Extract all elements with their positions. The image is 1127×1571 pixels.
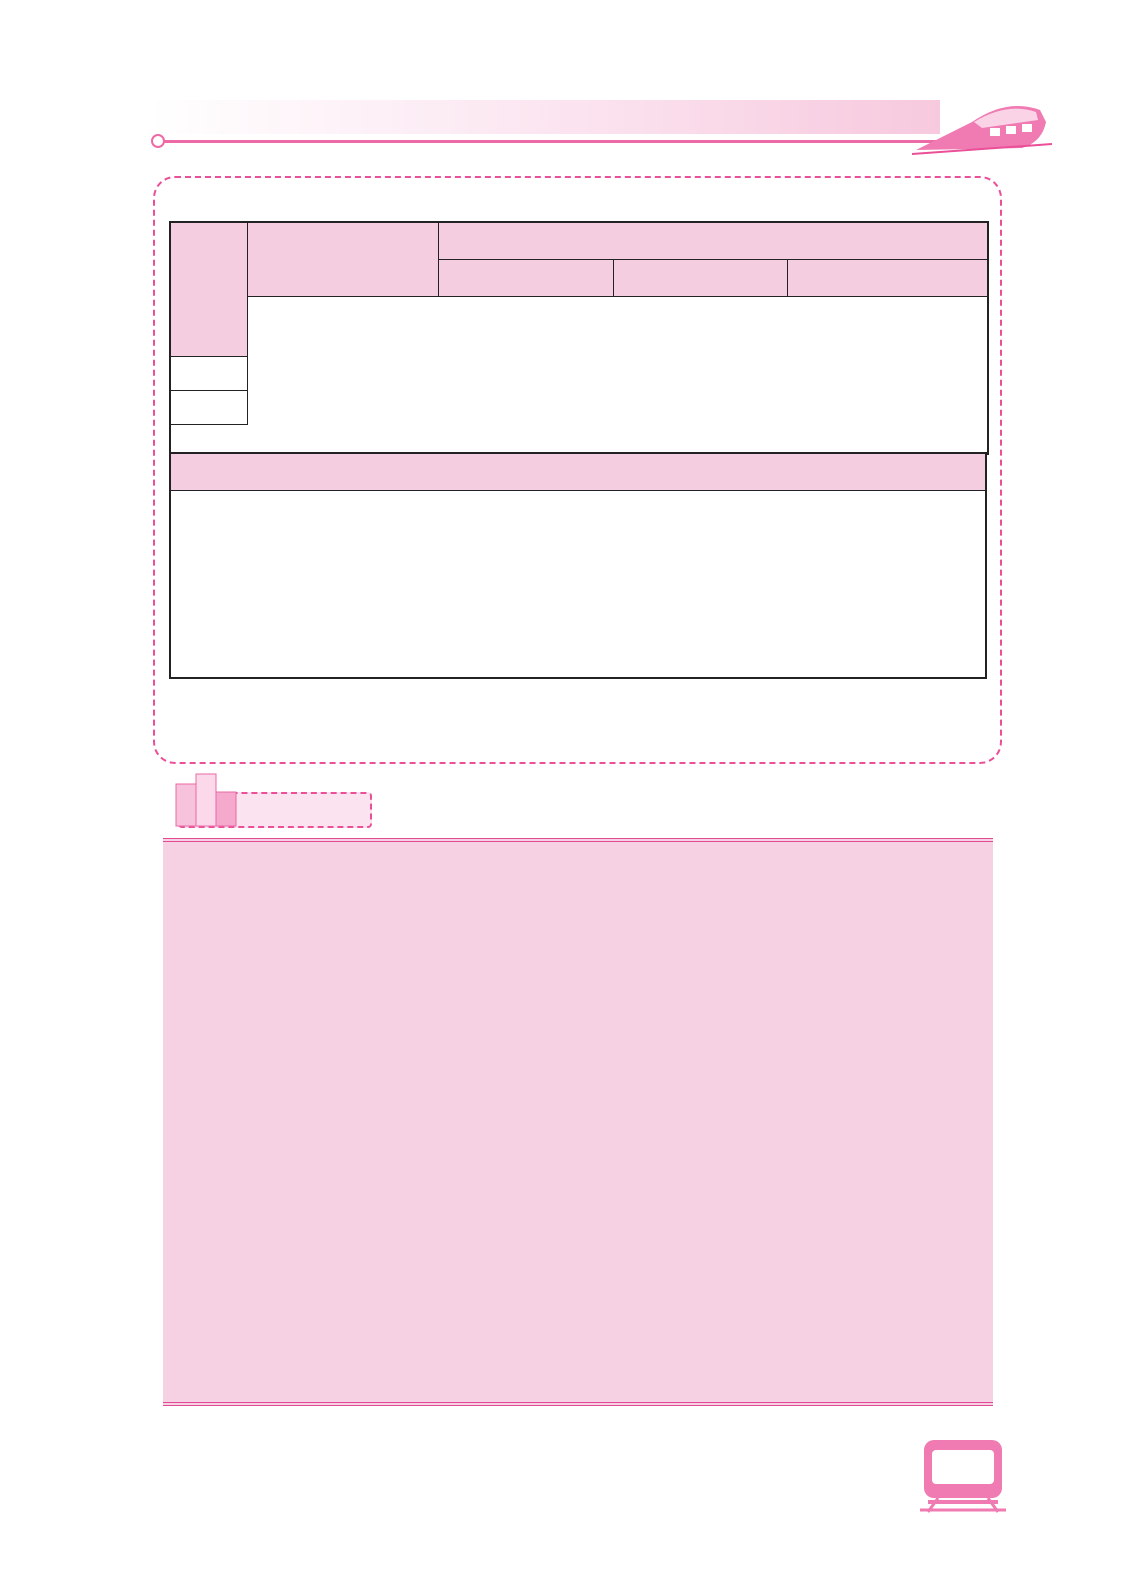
train-icon (912, 92, 1052, 158)
cubes-icon (172, 768, 242, 830)
row-label (170, 390, 247, 424)
subgroup-header (787, 259, 988, 296)
group-header-1 (247, 222, 438, 296)
row-header-cell (170, 222, 247, 356)
report-table-bottom (169, 452, 987, 679)
blank-cell (170, 356, 247, 390)
group-header-2 (438, 222, 988, 259)
notes-panel (163, 838, 993, 1406)
process-title (170, 453, 986, 490)
header-band (150, 100, 940, 134)
header-dot-icon (151, 134, 165, 148)
report-table-top (169, 221, 989, 455)
page-train-icon (918, 1436, 1008, 1516)
subgroup-header (438, 259, 613, 296)
subgroup-header (613, 259, 787, 296)
header-rule (158, 140, 938, 143)
